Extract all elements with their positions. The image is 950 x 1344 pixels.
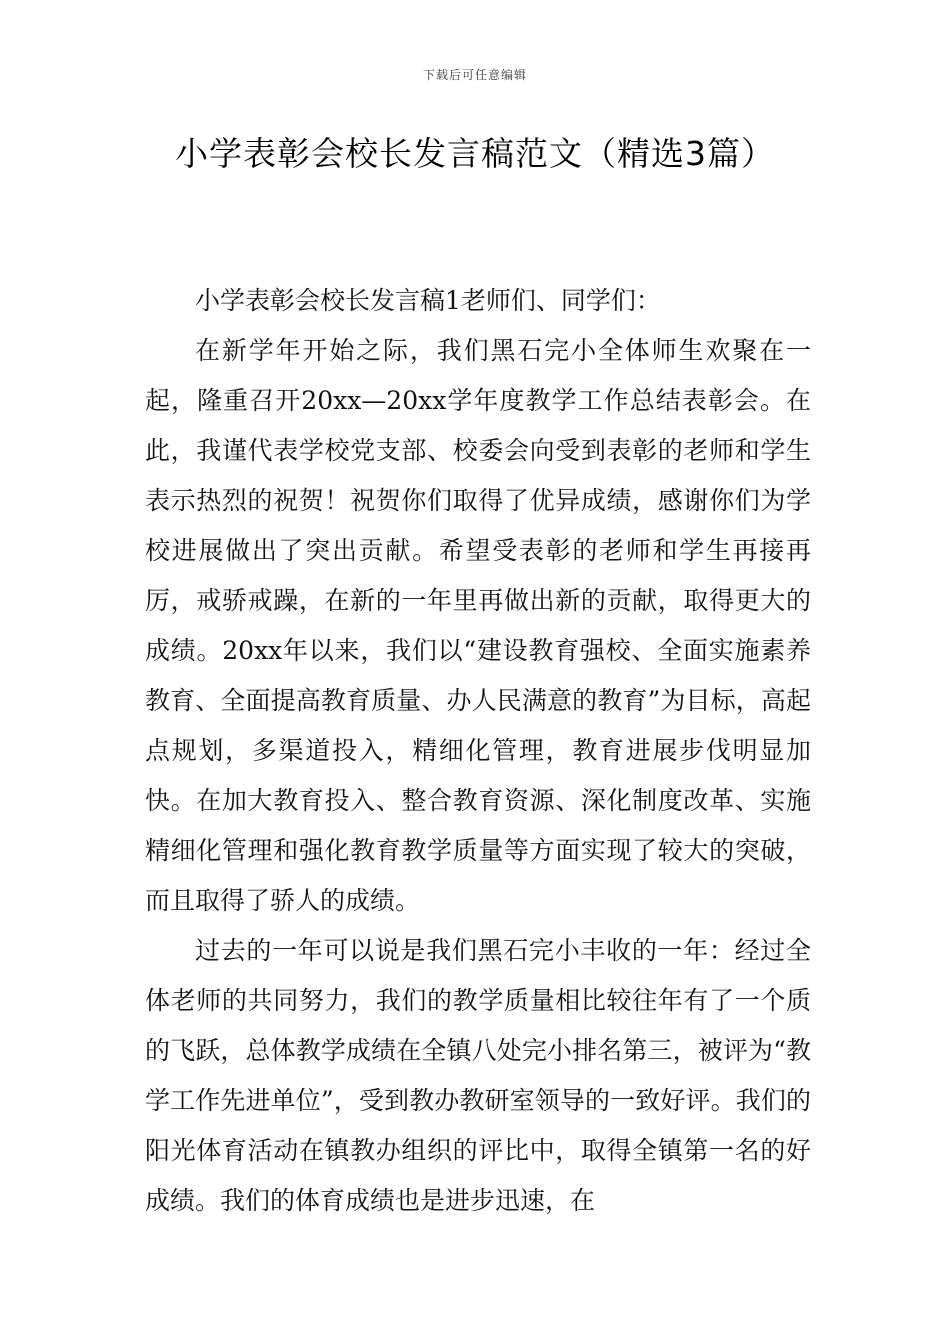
paragraph-achievements: 过去的一年可以说是我们黑石完小丰收的一年：经过全体老师的共同努力，我们的教学质量相比较往年有了一个质的飞跃，总体教学成绩在全镇八处完小排名第三，被评为“教学工作先进单位”，受到教办教研室领导的一致好评。我们的阳光体育活动在镇教办组织的评比中，取得全镇第一名的好成绩。我们的体育成绩也是进步迅速，在 <box>145 936 811 1215</box>
document-title: 小学表彰会校长发言稿范文（精选3篇） <box>175 134 775 173</box>
paragraph-greeting: 小学表彰会校长发言稿1老师们、同学们： <box>195 286 661 315</box>
paragraph-opening: 在新学年开始之际，我们黑石完小全体师生欢聚在一起，隆重召开20xx—20xx学年度教学工作总结表彰会。在此，我谨代表学校党支部、校委会向受到表彰的老师和学生表示热烈的祝贺！祝贺你们取得了优异成绩，感谢你们为学校进展做出了突出贡献。希望受表彰的老师和学生再接再厉，戒骄戒躁，在新的一年里再做出新的贡献，取得更大的成绩。20xx年以来，我们以“建设教育强校、全面实施素养教育、全面提高教育质量、办人民满意的教育”为目标，高起点规划，多渠道投入，精细化管理，教育进展步伐明显加快。在加大教育投入、整合教育资源、深化制度改革、实施精细化管理和强化教育教学质量等方面实现了较大的突破，而且取得了骄人的成绩。 <box>145 336 811 915</box>
header-note: 下载后可任意编辑 <box>422 68 527 82</box>
document-body <box>145 276 811 1226</box>
